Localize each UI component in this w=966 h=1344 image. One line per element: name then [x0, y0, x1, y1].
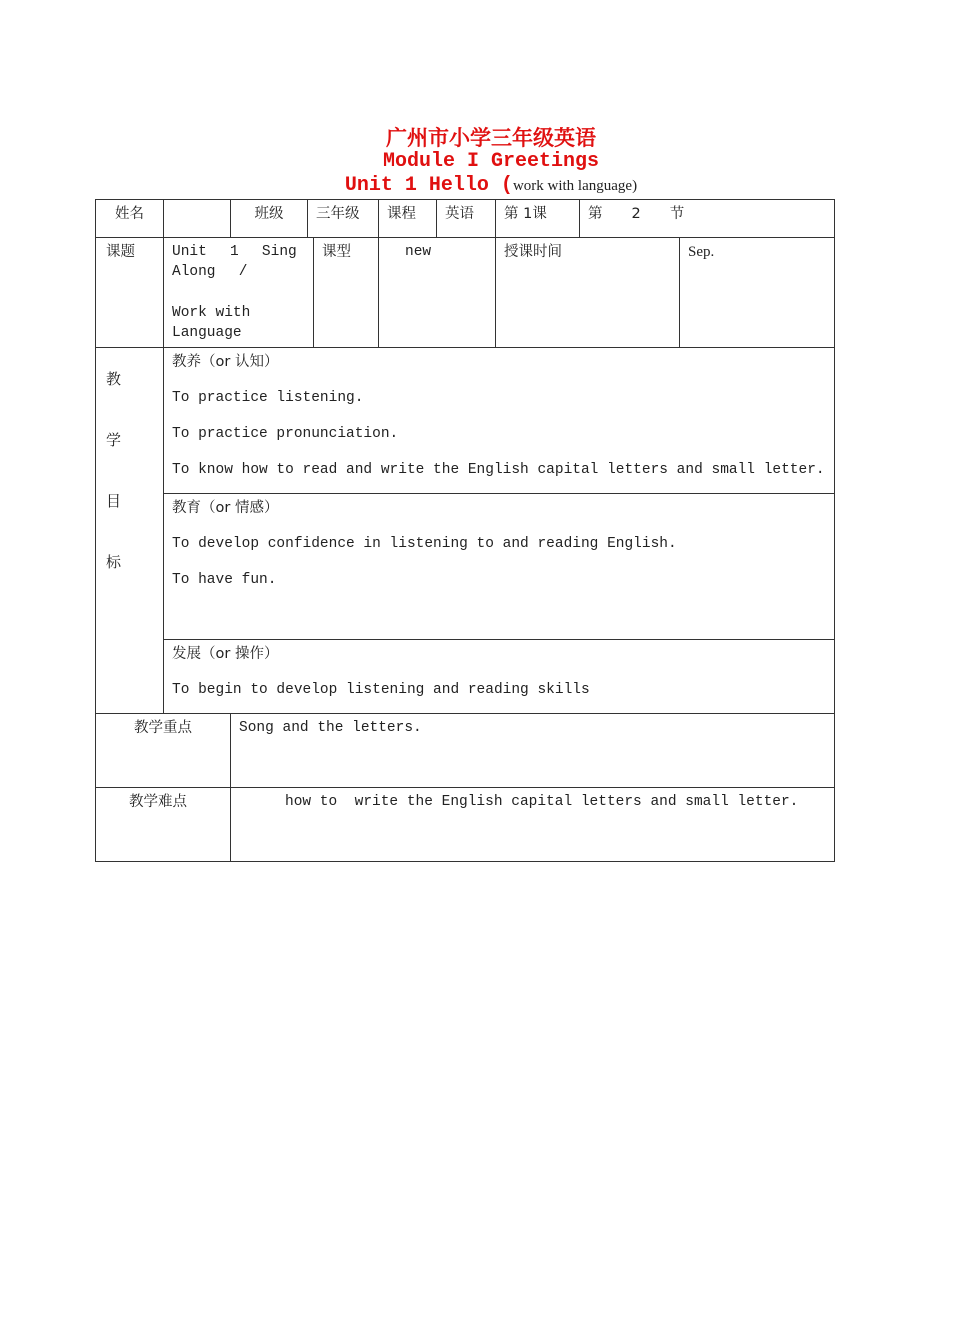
key-point-label: 教学重点: [134, 720, 192, 736]
unit-title-main: Unit 1 Hello (: [344, 174, 513, 197]
goal-item: To know how to read and write the English capital letters and small letter.: [172, 462, 825, 478]
topic-line-1: Unit 1 Sing Along /: [172, 244, 320, 280]
goal-affective-heading: 教育（or 情感）: [172, 500, 279, 516]
goal-label-char: 标: [106, 553, 122, 571]
table-row-info: [96, 200, 835, 238]
type-label: 课型: [322, 244, 351, 260]
key-point-value: Song and the letters.: [239, 720, 422, 736]
class-label: 班级: [254, 206, 284, 222]
difficulty-value: how to write the English capital letters and small letter.: [285, 794, 799, 810]
teaching-goals-label: [96, 348, 163, 612]
teaching-time-label: 授课时间: [504, 244, 562, 260]
goal-development-heading: 发展（or 操作）: [172, 646, 279, 662]
goal-cognitive-heading: 教养（or 认知）: [172, 354, 279, 370]
goal-cognitive-section: [164, 348, 834, 484]
goal-item: To begin to develop listening and reading skills: [172, 682, 590, 698]
goal-affective-section: [164, 494, 834, 594]
course-label: 课程: [387, 206, 416, 222]
teaching-time-value: Sep.: [688, 244, 715, 260]
table-row-topic: [96, 238, 835, 348]
doc-title-module: Module I Greetings: [382, 150, 600, 173]
class-value: 三年级: [316, 206, 360, 222]
table-row-goal-development: [96, 640, 835, 714]
topic-line-2: Work with Language: [172, 305, 251, 341]
goal-label-char: 学: [106, 431, 122, 449]
topic-label: 课题: [106, 244, 135, 260]
doc-title-chinese: 广州市小学三年级英语: [386, 126, 596, 150]
course-value: 英语: [445, 206, 474, 222]
doc-title-unit: [16, 174, 966, 197]
lesson-number: 第 1课: [504, 206, 547, 222]
goal-item: To practice listening.: [172, 390, 364, 406]
unit-title-subtitle: work with language): [512, 178, 638, 194]
table-row-goal-cognitive: [96, 348, 835, 494]
goal-label-char: 教: [106, 370, 122, 388]
table-row-key-point: [96, 714, 835, 788]
goal-item: To practice pronunciation.: [172, 426, 399, 442]
table-row-goal-affective: [96, 494, 835, 640]
name-value: [164, 200, 230, 208]
goal-development-section: [164, 640, 834, 704]
goal-item: To develop confidence in listening to and reading English.: [172, 536, 677, 552]
goal-item: To have fun.: [172, 572, 277, 588]
lesson-plan-table: [95, 199, 835, 862]
type-value: new: [405, 244, 432, 260]
goal-label-char: 目: [106, 492, 122, 510]
name-label: 姓名: [115, 206, 144, 222]
topic-value: [164, 238, 320, 347]
table-row-difficulty: [96, 788, 835, 862]
period-label: 第 2 节: [588, 206, 685, 222]
difficulty-label: 教学难点: [129, 794, 187, 810]
